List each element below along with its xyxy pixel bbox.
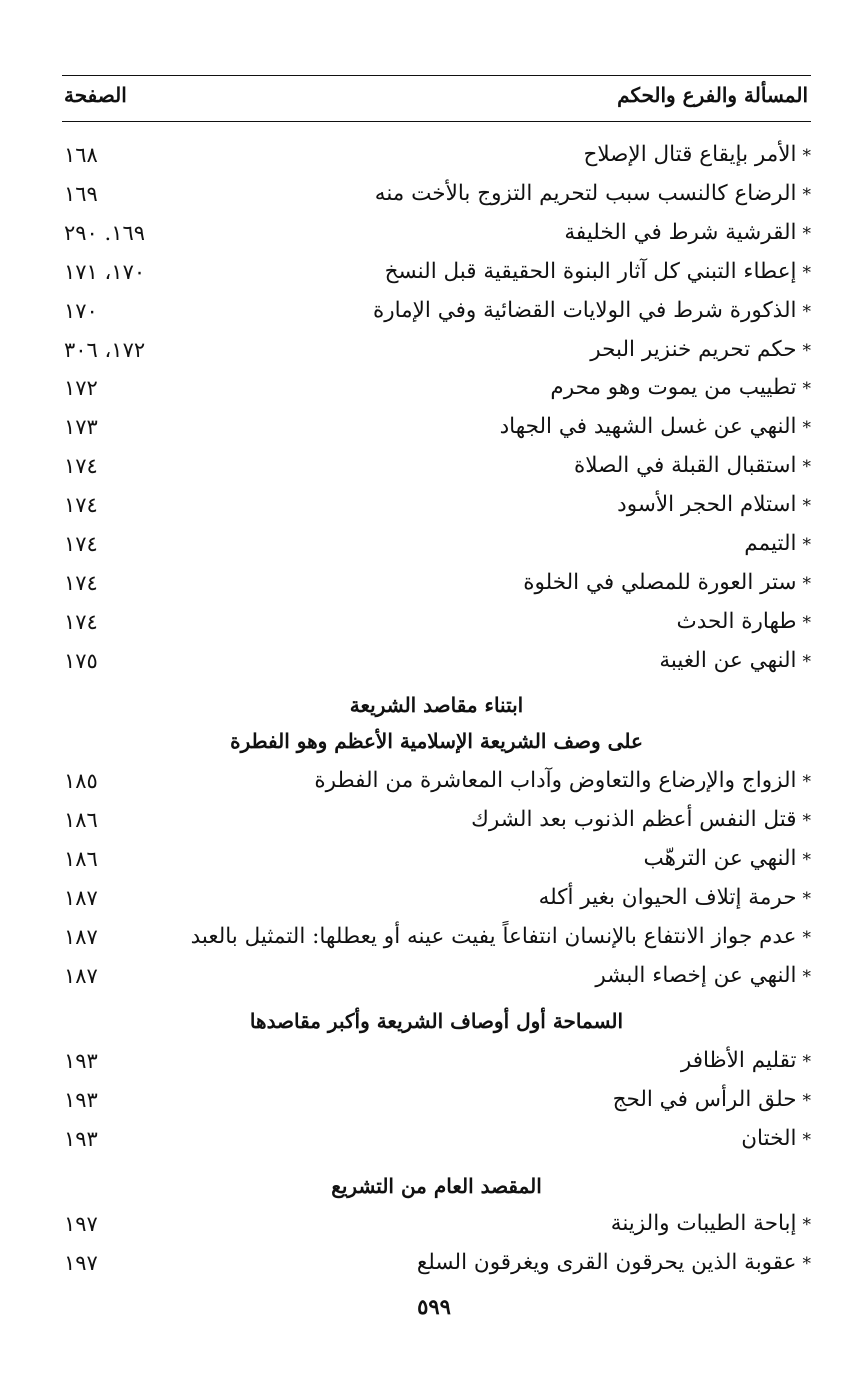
entry-page-reference: ١٨٦	[64, 846, 98, 871]
entry-page-reference: ١٧٤	[64, 493, 98, 518]
entry-page-reference: ١٦٩	[64, 181, 98, 206]
entry-topic: قتل النفس أعظم الذنوب بعد الشرك	[471, 806, 797, 832]
entry-page-reference: ١٩٣	[64, 1049, 98, 1073]
entry-text-line	[191, 918, 811, 957]
section-heading: ابتناء مقاصد الشريعة	[349, 693, 524, 717]
entry-page-reference: ١٧٥	[64, 648, 98, 673]
index-entry	[62, 253, 811, 291]
entry-text-line	[314, 762, 811, 801]
bullet-star-icon: *	[802, 1215, 811, 1235]
entry-page-reference: ١٨٧	[64, 924, 98, 949]
bullet-star-icon: *	[802, 888, 811, 909]
entry-page-reference: ١٨٥	[64, 769, 98, 793]
bullet-star-icon: *	[802, 612, 811, 633]
bullet-star-icon: *	[802, 772, 811, 792]
bullet-star-icon: *	[802, 223, 811, 244]
entry-text-line	[550, 369, 811, 408]
index-entry	[62, 175, 811, 213]
index-entry	[62, 918, 811, 956]
index-entry	[62, 1081, 811, 1119]
bullet-star-icon: *	[802, 146, 811, 166]
index-entry	[62, 1120, 811, 1158]
entry-page-reference: ١٨٦	[64, 807, 98, 832]
entry-text-line	[617, 486, 811, 525]
entry-text-line	[744, 525, 811, 564]
index-entry	[62, 957, 811, 995]
entry-topic: الذكورة شرط في الولايات القضائية وفي الإمارة	[372, 297, 797, 323]
entry-text-line	[741, 1120, 811, 1159]
bullet-star-icon: *	[802, 966, 811, 987]
column-header-page: الصفحة	[64, 83, 127, 107]
entry-topic: الزواج والإرضاع والتعاوض وآداب المعاشرة من الفطرة	[314, 768, 797, 793]
section-heading: على وصف الشريعة الإسلامية الأعظم وهو الفطرة	[230, 729, 643, 753]
entry-text-line	[611, 1205, 811, 1244]
bullet-star-icon: *	[802, 418, 811, 439]
entry-topic: حكم تحريم خنزير البحر	[590, 336, 797, 362]
entry-text-line	[500, 408, 811, 447]
bullet-star-icon: *	[802, 927, 811, 948]
entry-topic: النهي عن الغيبة	[659, 647, 797, 673]
entry-page-reference: ١٧٤	[64, 609, 98, 634]
entry-topic: طهارة الحدث	[676, 608, 797, 634]
bullet-star-icon: *	[802, 340, 811, 361]
entry-page-reference: ١٧٤	[64, 454, 98, 479]
entry-page-reference: ١٩٧	[64, 1212, 98, 1236]
entry-text-line	[471, 801, 811, 840]
entry-topic: استلام الحجر الأسود	[617, 492, 797, 518]
index-entry	[62, 136, 811, 174]
entry-topic: النهي عن الترهّب	[643, 845, 797, 871]
entry-page-reference: ١٦٩. ٢٩٠	[64, 220, 146, 245]
bullet-star-icon: *	[802, 184, 811, 205]
bullet-star-icon: *	[802, 535, 811, 555]
index-entry	[62, 369, 811, 407]
entry-topic: النهي عن غسل الشهيد في الجهاد	[499, 414, 797, 440]
index-entry	[62, 1244, 811, 1282]
entry-page-reference: ١٧٠	[64, 298, 98, 323]
bullet-star-icon: *	[802, 457, 811, 478]
index-entry	[62, 447, 811, 485]
entry-page-reference: ١٧٤	[64, 532, 98, 556]
index-entry	[62, 801, 811, 839]
page-number: ٥٩٩	[417, 1294, 451, 1319]
entry-page-reference: ١٩٧	[64, 1250, 98, 1275]
entry-topic: الأمر بإيقاع قتال الإصلاح	[583, 142, 797, 167]
entry-topic: استقبال القبلة في الصلاة	[573, 453, 797, 479]
bullet-star-icon: *	[802, 496, 811, 517]
entry-topic: عقوبة الذين يحرقون القرى ويغرقون السلع	[416, 1249, 797, 1275]
entry-topic: حرمة إتلاف الحيوان بغير أكله	[538, 884, 797, 910]
entry-text-line	[574, 447, 811, 486]
entry-page-reference: ١٩٣	[64, 1087, 98, 1112]
entry-text-line	[659, 642, 811, 681]
entry-page-reference: ١٨٧	[64, 963, 98, 988]
section-heading: المقصد العام من التشريع	[331, 1174, 542, 1198]
top-rule	[62, 75, 811, 76]
bullet-star-icon: *	[802, 849, 811, 870]
entry-page-reference: ١٧٤	[64, 570, 98, 595]
entry-topic: التيمم	[744, 531, 797, 556]
entry-page-reference: ١٦٨	[64, 143, 98, 167]
entry-text-line	[373, 292, 811, 331]
bullet-star-icon: *	[802, 1052, 811, 1072]
index-entry	[62, 408, 811, 446]
bullet-star-icon: *	[802, 1090, 811, 1111]
entry-text-line	[595, 957, 811, 996]
bullet-star-icon: *	[802, 810, 811, 831]
entry-topic: الختان	[741, 1125, 797, 1151]
header-rule	[62, 121, 811, 122]
entry-text-line	[643, 840, 811, 879]
entry-text-line	[590, 331, 811, 370]
entry-topic: حلق الرأس في الحج	[612, 1086, 797, 1112]
entry-page-reference: ١٧٢، ٣٠٦	[64, 337, 146, 362]
index-entry	[62, 762, 811, 800]
entry-text-line	[613, 1081, 811, 1120]
index-entry	[62, 214, 811, 252]
index-entry	[62, 292, 811, 330]
entry-topic: إباحة الطيبات والزينة	[610, 1211, 797, 1236]
index-entry	[62, 603, 811, 641]
entry-text-line	[564, 214, 811, 253]
entry-topic: إعطاء التبني كل آثار البنوة الحقيقية قبل النسخ	[384, 258, 797, 284]
index-entry	[62, 879, 811, 917]
entry-text-line	[375, 175, 811, 214]
entry-page-reference: ١٧٠، ١٧١	[64, 259, 146, 284]
index-entry	[62, 1205, 811, 1243]
index-entry	[62, 564, 811, 602]
index-entry	[62, 840, 811, 878]
bullet-star-icon: *	[802, 301, 811, 322]
bullet-star-icon: *	[802, 1253, 811, 1274]
entry-page-reference: ١٧٢	[64, 376, 98, 401]
section-heading: السماحة أول أوصاف الشريعة وأكبر مقاصدها	[249, 1009, 624, 1033]
entry-topic: الرضاع كالنسب سبب لتحريم التزوج بالأخت منه	[374, 180, 797, 206]
index-entry	[62, 331, 811, 369]
entry-topic: تطييب من يموت وهو محرم	[550, 375, 797, 401]
index-entry	[62, 1042, 811, 1080]
entry-page-reference: ١٩٣	[64, 1126, 98, 1151]
bullet-star-icon: *	[802, 379, 811, 400]
entry-topic: تقليم الأظافر	[680, 1048, 797, 1073]
entry-text-line	[523, 564, 811, 603]
entry-text-line	[681, 1042, 811, 1081]
index-entry	[62, 486, 811, 524]
entry-text-line	[385, 253, 811, 292]
entry-text-line	[677, 603, 811, 642]
index-entry	[62, 642, 811, 680]
entry-page-reference: ١٧٣	[64, 415, 98, 440]
bullet-star-icon: *	[802, 1129, 811, 1150]
bullet-star-icon: *	[802, 262, 811, 283]
index-entry	[62, 525, 811, 563]
entry-text-line	[539, 879, 811, 918]
entry-topic: ستر العورة للمصلي في الخلوة	[523, 569, 797, 595]
entry-topic: عدم جواز الانتفاع بالإنسان انتفاعاً يفيت عينه أو يعطلها: التمثيل بالعبد	[190, 923, 797, 949]
column-header-topic: المسألة والفرع والحكم	[617, 83, 808, 107]
bullet-star-icon: *	[802, 651, 811, 672]
entry-text-line	[417, 1244, 811, 1283]
entry-text-line	[583, 136, 811, 175]
entry-topic: القرشية شرط في الخليفة	[564, 219, 797, 245]
entry-page-reference: ١٨٧	[64, 885, 98, 910]
bullet-star-icon: *	[802, 573, 811, 594]
entry-topic: النهي عن إخصاء البشر	[595, 962, 797, 988]
